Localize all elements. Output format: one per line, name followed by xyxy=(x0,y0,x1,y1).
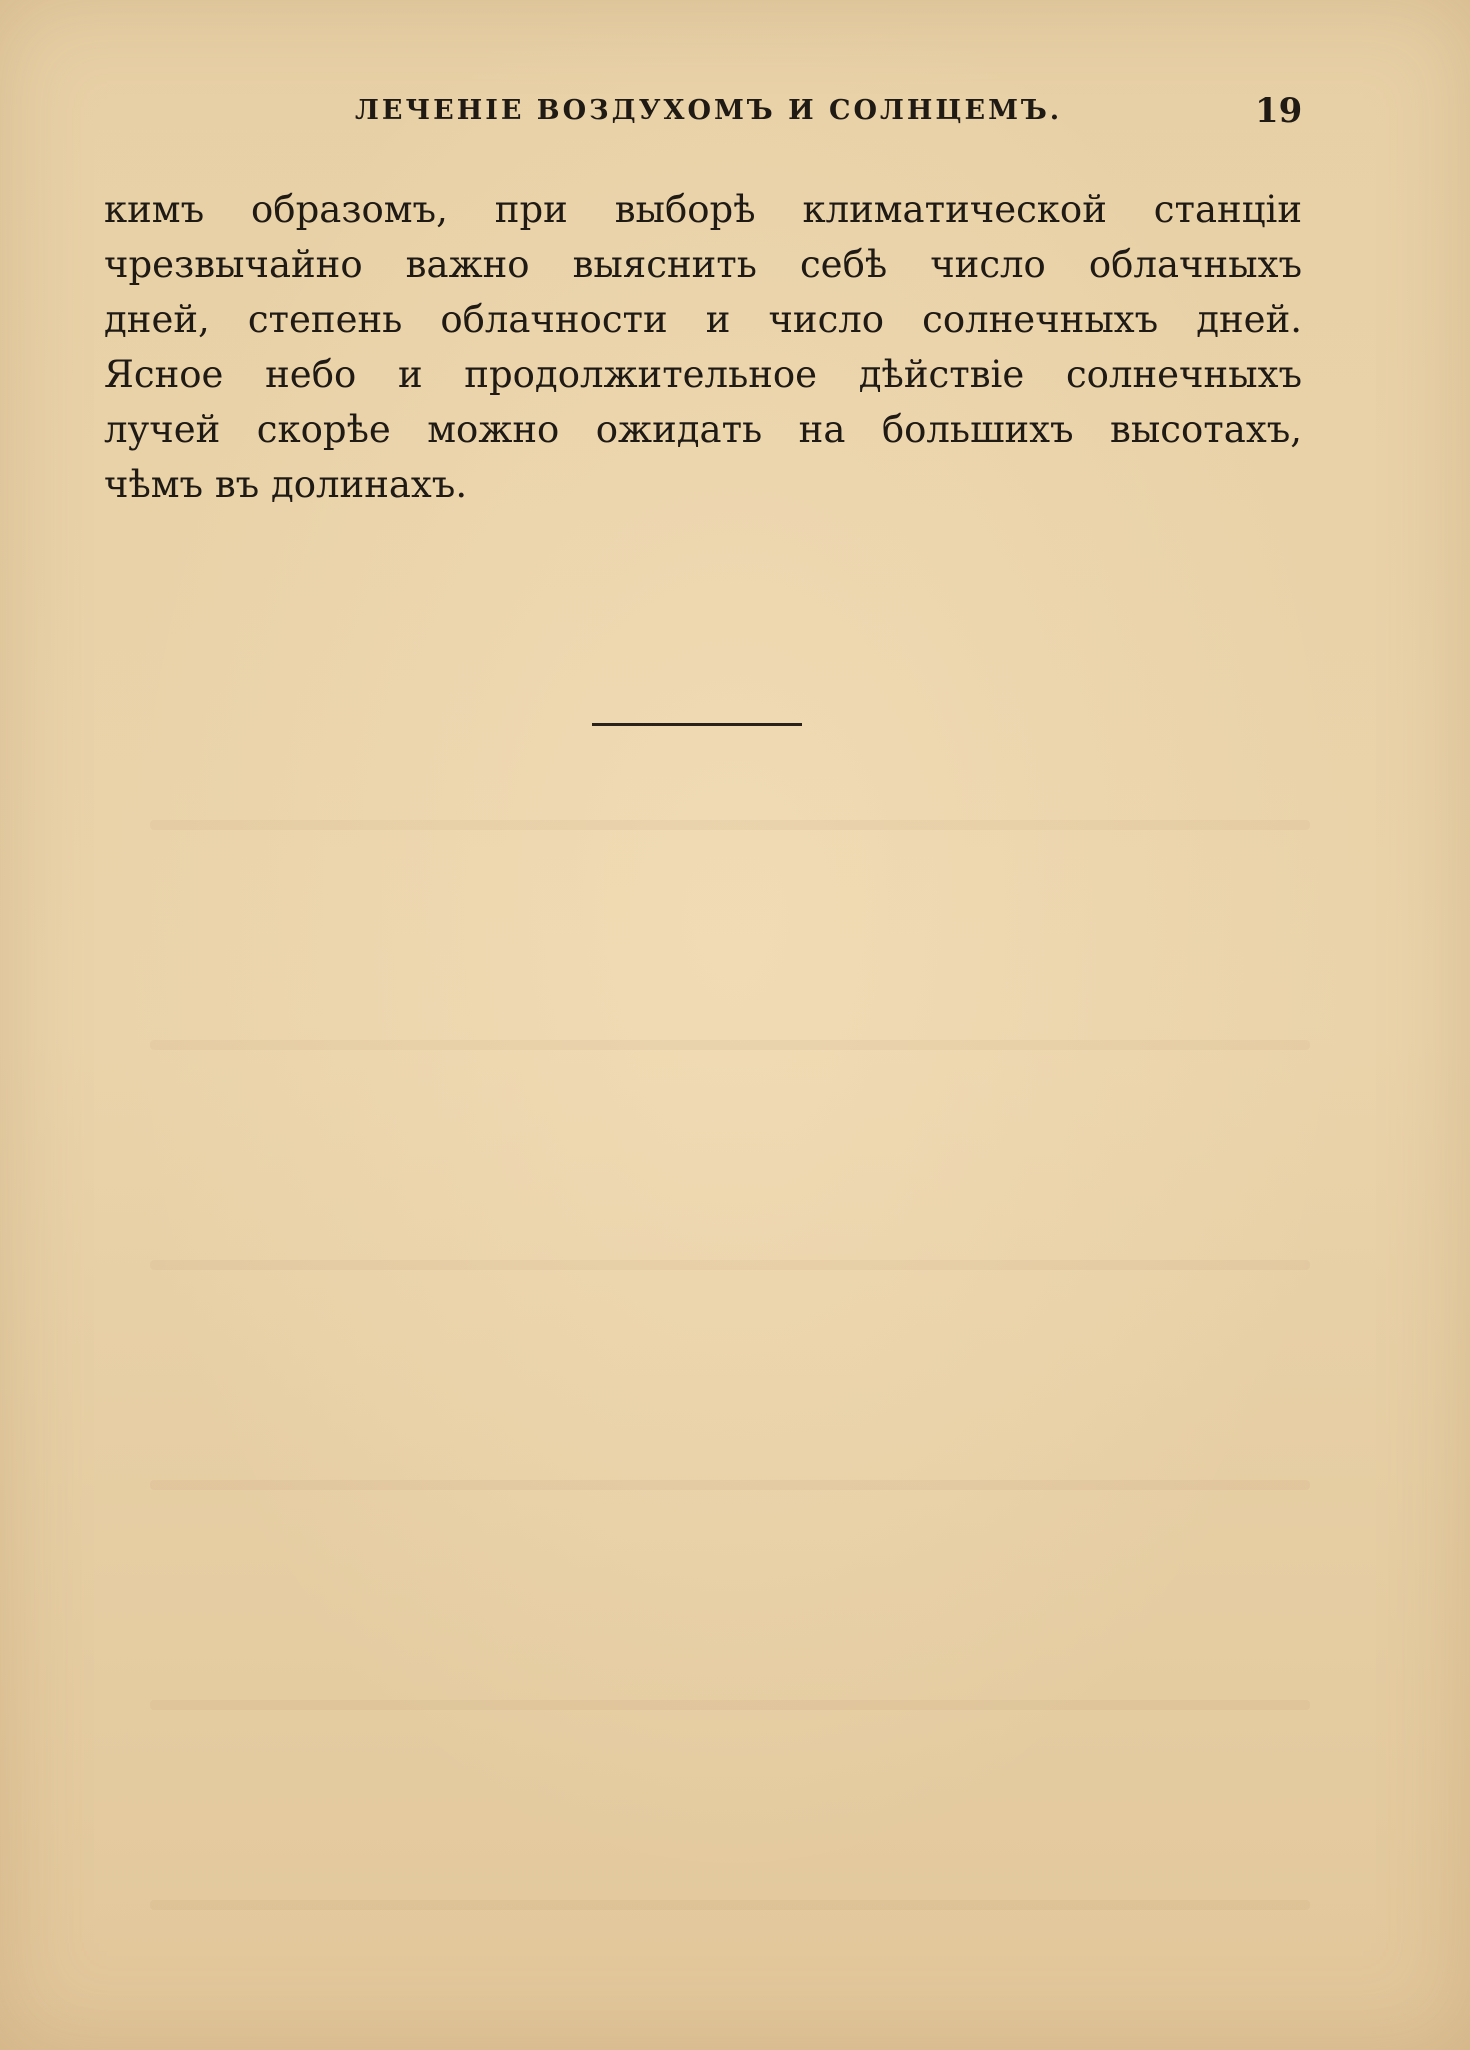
running-title: ЛЕЧЕНІЕ ВОЗДУХОМЪ И СОЛНЦЕМЪ. xyxy=(355,95,1063,126)
show-through-line xyxy=(150,1700,1310,1710)
text-line: кимъ образомъ, при выборѣ климатической станціи xyxy=(104,188,1302,231)
running-head xyxy=(0,91,1470,135)
body-paragraph xyxy=(104,182,1302,512)
section-divider-rule xyxy=(592,723,802,726)
show-through-line xyxy=(150,1260,1310,1270)
text-line: Ясное небо и продолжительное дѣйствіе солнечныхъ xyxy=(104,353,1302,396)
show-through-line xyxy=(150,1040,1310,1050)
text-line: дней, степень облачности и число солнечныхъ дней. xyxy=(104,298,1302,341)
show-through-line xyxy=(150,1480,1310,1490)
text-line: лучей скорѣе можно ожидать на большихъ высотахъ, xyxy=(104,408,1302,451)
page-number: 19 xyxy=(1255,91,1303,131)
text-line: чѣмъ въ долинахъ. xyxy=(104,463,468,506)
show-through-line xyxy=(150,820,1310,830)
text-line: чрезвычайно важно выяснить себѣ число облачныхъ xyxy=(104,243,1302,286)
show-through-line xyxy=(150,1900,1310,1910)
